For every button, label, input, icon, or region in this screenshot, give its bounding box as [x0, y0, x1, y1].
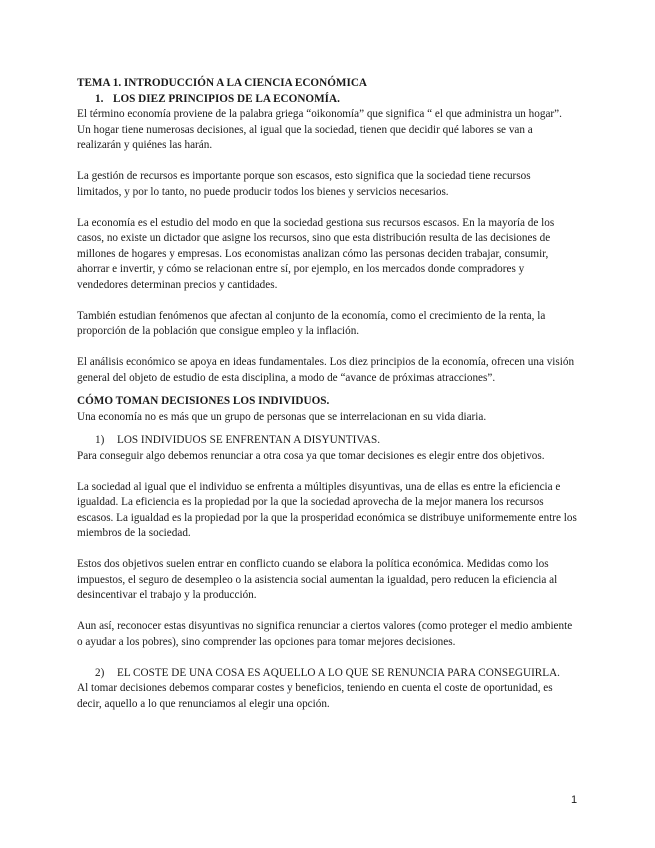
section-number: 1.	[95, 92, 104, 105]
document-title: TEMA 1. INTRODUCCIÓN A LA CIENCIA ECONÓMICA	[77, 77, 367, 89]
section-heading	[95, 92, 577, 108]
paragraph: Al tomar decisiones debemos comparar costes y beneficios, teniendo en cuenta el coste de oportunidad, es decir, aquello a lo que renunciamos al elegir una opción.	[77, 682, 553, 710]
section-heading-text: LOS DIEZ PRINCIPIOS DE LA ECONOMÍA.	[113, 92, 340, 105]
list-item-heading	[95, 433, 577, 449]
list-item-number: 2)	[95, 666, 105, 679]
paragraph: Aun así, reconocer estas disyuntivas no significa renunciar a ciertos valores (como proteger el medio ambiente o ayudar a los pobres), sino comprender las opciones para tomar mejores decisiones.	[77, 620, 573, 648]
list-item-number: 1)	[95, 434, 105, 446]
list-item-heading-text: LOS INDIVIDUOS SE ENFRENTAN A DISYUNTIVAS.	[117, 434, 381, 446]
list-item-heading	[95, 666, 577, 682]
list-item-heading-text: EL COSTE DE UNA COSA ES AQUELLO A LO QUE SE RENUNCIA PARA CONSEGUIRLA.	[117, 666, 560, 679]
subsection-heading: CÓMO TOMAN DECISIONES LOS INDIVIDUOS.	[77, 395, 330, 407]
paragraph: Una economía no es más que un grupo de personas que se interrelacionan en su vida diaria.	[77, 410, 487, 423]
paragraph: También estudian fenómenos que afectan al conjunto de la economía, como el crecimiento de la renta, la proporción de la población que consigue empleo y la inflación.	[77, 309, 546, 337]
paragraph: Para conseguir algo debemos renunciar a otra cosa ya que tomar decisiones es elegir entre dos objetivos.	[77, 449, 545, 462]
paragraph: Estos dos objetivos suelen entrar en conflicto cuando se elabora la política económica. Medidas como los impuestos, el seguro de desempleo o la asistencia social aumentan la igualdad, pero reducen la eficiencia al desincentivar el trabajo y la producción.	[77, 558, 558, 601]
paragraph: La sociedad al igual que el individuo se enfrenta a múltiples disyuntivas, una de ellas es entre la eficiencia e igualdad. La eficiencia es la propiedad por la que la sociedad aprovecha de la mejor manera los recursos escasos. La igualdad es la propiedad por la que la prosperidad económica se distribuye uniformemente entre los miembros de la sociedad.	[77, 480, 577, 539]
paragraph: El término economía proviene de la palabra griega “oikonomía” que significa “ el que administra un hogar”. Un hogar tiene numerosas decisiones, al igual que la sociedad, tienen que decidir qué labores se van a realizarán y quiénes las harán.	[77, 108, 562, 151]
document-body	[77, 76, 577, 712]
paragraph: El análisis económico se apoya en ideas fundamentales. Los diez principios de la economía, ofrecen una visión general del objeto de estudio de esta disciplina, a modo de “avance de próximas atracciones”.	[77, 356, 575, 384]
page-number: 1	[571, 794, 578, 806]
paragraph: La economía es el estudio del modo en que la sociedad gestiona sus recursos escasos. En la mayoría de los casos, no existe un dictador que asigne los recursos, sino que esta distribución resulta de las decisiones de millones de hogares y empresas. Los economistas analizan cómo las personas deciden trabajar, consumir, ahorrar e invertir, y cómo se relacionan entre sí, por ejemplo, en los mercados donde compradores y vendedores determinan precios y cantidades.	[77, 216, 555, 291]
paragraph: La gestión de recursos es importante porque son escasos, esto significa que la sociedad tiene recursos limitados, y por lo tanto, no puede producir todos los bienes y servicios necesarios.	[77, 170, 531, 198]
